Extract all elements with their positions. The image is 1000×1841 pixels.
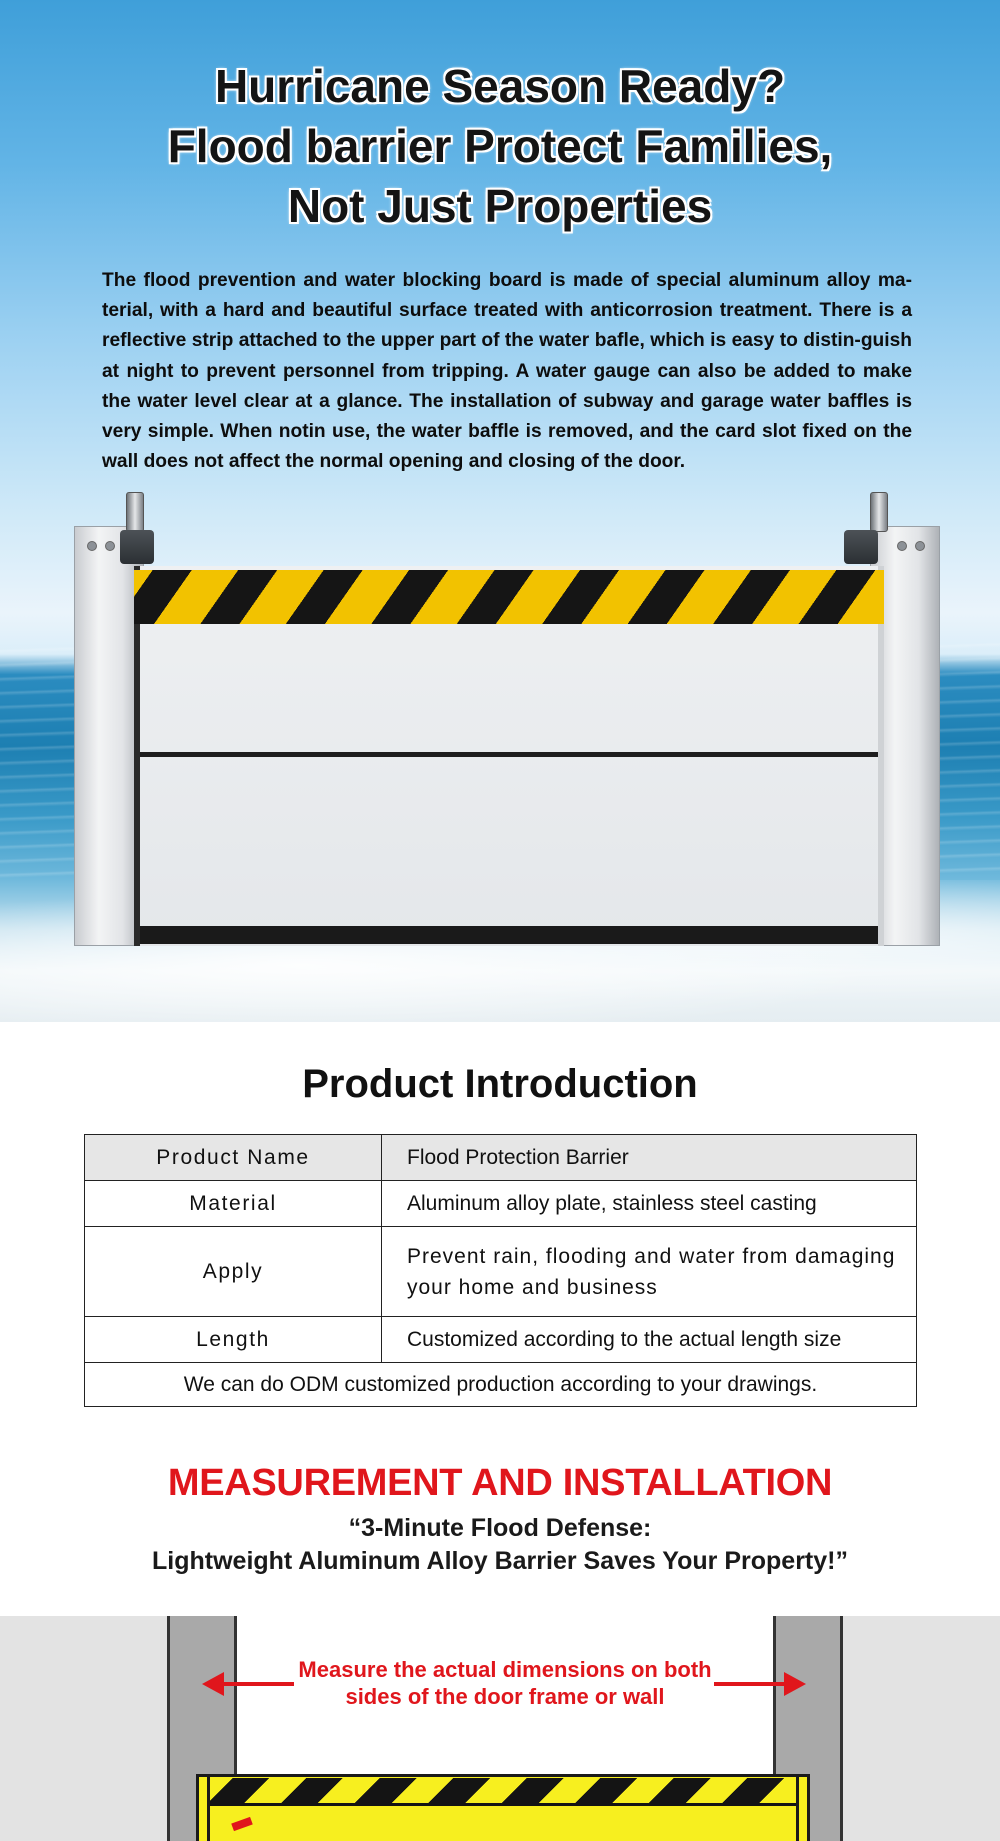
table-row — [85, 1227, 917, 1317]
subtitle-line1: “3-Minute Flood Defense: — [348, 1514, 652, 1542]
reflective-hazard-strip — [134, 570, 884, 624]
screw-icon — [915, 541, 925, 551]
flood-barrier-illustration — [70, 492, 948, 952]
clamp-knob-left — [126, 492, 144, 532]
screw-icon — [87, 541, 97, 551]
subtitle-line2: Lightweight Aluminum Alloy Barrier Saves Your Property!” — [152, 1547, 848, 1575]
measure-instruction-line1: Measure the actual dimensions on both — [298, 1657, 712, 1682]
spec-value: Customized according to the actual length size — [382, 1317, 917, 1363]
screw-icon — [105, 541, 115, 551]
clamp-left — [120, 530, 154, 564]
diagram-post-left — [196, 1774, 210, 1841]
table-row — [85, 1181, 917, 1227]
screw-icon — [897, 541, 907, 551]
odm-note: We can do ODM customized production according to your drawings. — [85, 1363, 917, 1407]
measurement-diagram — [0, 1616, 1000, 1841]
arrow-left-icon — [202, 1672, 224, 1696]
measurement-subtitle — [0, 1512, 1000, 1578]
hero-title — [0, 56, 1000, 236]
table-row — [85, 1363, 917, 1407]
measure-instruction-line2: sides of the door frame or wall — [345, 1684, 665, 1709]
product-introduction-title: Product Introduction — [302, 1062, 698, 1106]
diagram-hazard-strip — [210, 1778, 796, 1806]
hero-title-line3: Not Just Properties — [287, 180, 713, 232]
product-description: The flood prevention and water blocking board is made of special aluminum alloy ma-terial, with a hard and beautiful surface treated with anticorrosion treatment. There is a reflective strip attached to the upper part of the water bafle, which is easy to distin-guish at night to prevent personnel from tripping. A water gauge can also be added to make the water level clear at a glance. The installation of subway and garage water baffles is very simple. When notin use, the water baffle is removed, and the card slot fixed on the wall does not affect the normal opening and closing of the door. — [102, 270, 912, 473]
arrow-right-icon — [784, 1672, 806, 1696]
measure-instruction — [280, 1656, 730, 1710]
hero-title-line1: Hurricane Season Ready? — [214, 60, 786, 112]
clamp-right — [844, 530, 878, 564]
clamp-knob-right — [870, 492, 888, 532]
panel-seam — [140, 752, 878, 757]
spec-label: Apply — [85, 1227, 382, 1317]
diagram-post-right — [796, 1774, 810, 1841]
measurement-title: MEASUREMENT AND INSTALLATION — [167, 1462, 833, 1504]
table-row — [85, 1317, 917, 1363]
spec-value: Aluminum alloy plate, stainless steel casting — [382, 1181, 917, 1227]
spec-label: Length — [85, 1317, 382, 1363]
spec-label: Product Name — [85, 1135, 382, 1181]
panel-base-seal — [140, 926, 878, 944]
spec-label: Material — [85, 1181, 382, 1227]
spec-value: Prevent rain, flooding and water from damaging your home and business — [382, 1227, 917, 1317]
table-row — [85, 1135, 917, 1181]
hero-title-line2: Flood barrier Protect Families, — [167, 120, 833, 172]
spec-table — [84, 1134, 917, 1407]
spec-value: Flood Protection Barrier — [382, 1135, 917, 1181]
